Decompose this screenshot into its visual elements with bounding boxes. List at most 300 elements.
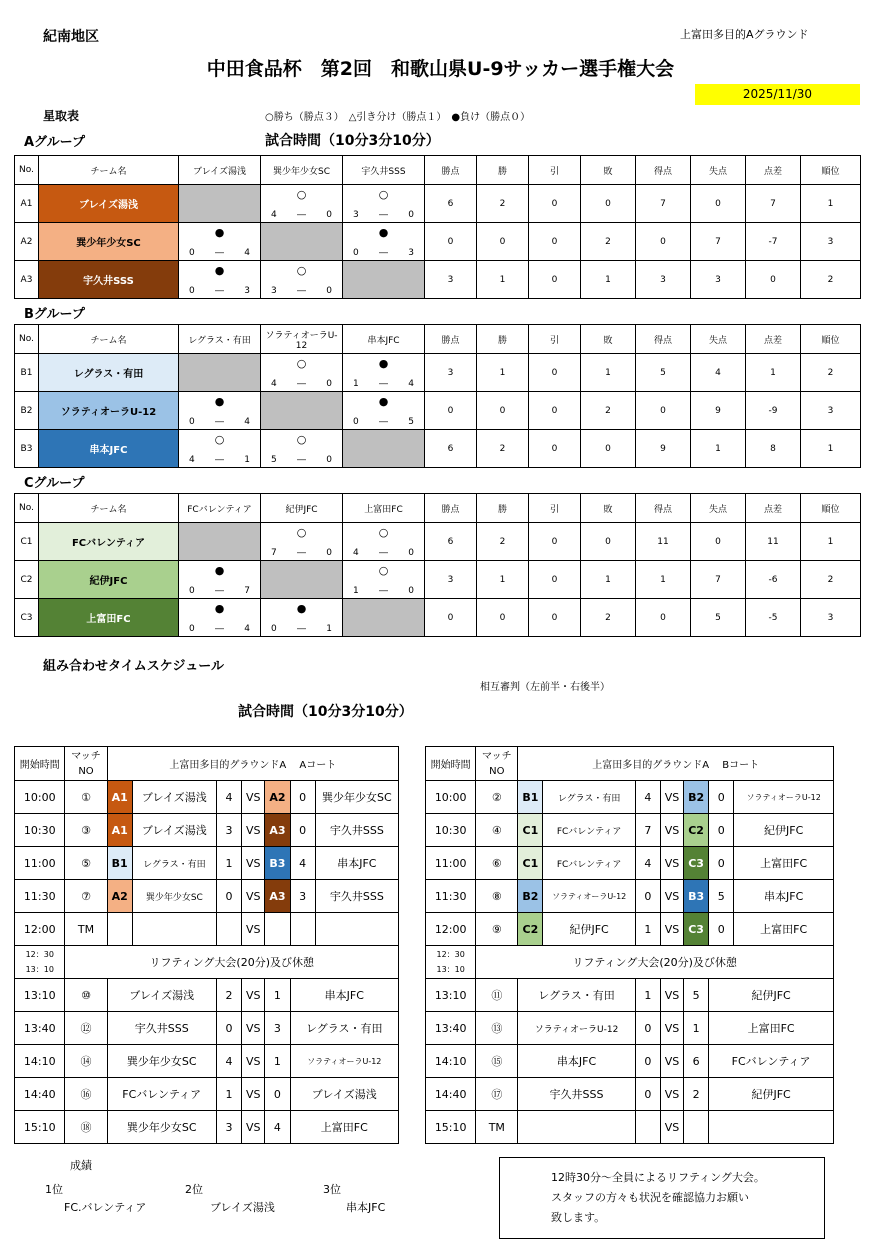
- score-against: 3: [408, 248, 414, 258]
- away-badge: B3: [684, 880, 709, 913]
- away-score: 2: [684, 1078, 709, 1111]
- result-symbol: ○: [296, 433, 307, 446]
- start-time: 14:10: [15, 1045, 65, 1078]
- away-badge: C2: [684, 814, 709, 847]
- standings-header-row: [15, 325, 861, 354]
- vs-label: VS: [242, 1111, 265, 1144]
- home-badge: A2: [107, 880, 132, 913]
- start-time: 10:30: [426, 814, 476, 847]
- court-b-schedule: [425, 746, 834, 1144]
- stat-cell: 2: [581, 599, 636, 637]
- team-name: ソラティオーラU-12: [39, 392, 179, 430]
- header-no: No.: [15, 494, 39, 523]
- lifting-note-text: 12時30分～全員によるリフティング大会。 スタッフの方々も状況を確認協力お願い 致します。: [551, 1171, 765, 1224]
- score-dash: ―: [379, 586, 388, 596]
- away-score: 0: [709, 781, 734, 814]
- away-team: [315, 913, 398, 946]
- score-dash: ―: [297, 548, 306, 558]
- score-for: 4: [353, 548, 359, 558]
- first-place-label: 1位: [45, 1183, 63, 1196]
- start-time: 12:00: [15, 913, 65, 946]
- result-score: [179, 417, 260, 427]
- break-time: 12：30 13：10: [426, 946, 476, 979]
- header-stat: 敗: [581, 156, 636, 185]
- match-no: ①: [65, 781, 107, 814]
- home-score: [635, 1111, 660, 1144]
- home-team: 巽少年少女SC: [107, 1111, 216, 1144]
- score-for: 3: [271, 286, 277, 296]
- result-score: [343, 586, 424, 596]
- stat-cell: -5: [746, 599, 801, 637]
- away-team: レグラス・有田: [290, 1012, 398, 1045]
- stat-cell: 0: [529, 392, 581, 430]
- away-score: 1: [684, 1012, 709, 1045]
- header-stat: 得点: [636, 494, 691, 523]
- match-no: ⑧: [476, 880, 518, 913]
- match-result: [179, 599, 260, 636]
- stat-cell: 2: [477, 185, 529, 223]
- stat-cell: 3: [636, 261, 691, 299]
- stat-cell: 0: [581, 430, 636, 468]
- header-stat: 得点: [636, 325, 691, 354]
- result-score: [343, 417, 424, 427]
- stat-cell: 5: [636, 354, 691, 392]
- result-symbol: ●: [378, 357, 389, 370]
- score-dash: ―: [215, 586, 224, 596]
- home-score: 0: [216, 880, 241, 913]
- schedule-row: [426, 913, 834, 946]
- match-result: [261, 430, 342, 467]
- stat-cell: 0: [477, 392, 529, 430]
- stat-cell: 2: [581, 223, 636, 261]
- header-stat: 点差: [746, 156, 801, 185]
- match-no: ⑩: [65, 979, 107, 1012]
- match-result: [261, 523, 342, 560]
- result-score: [179, 455, 260, 465]
- match-no: ⑥: [476, 847, 518, 880]
- schedule-row: [15, 847, 399, 880]
- away-score: 0: [709, 814, 734, 847]
- match-result-cell: [343, 523, 425, 561]
- standings-header-row: [15, 156, 861, 185]
- stat-cell: 6: [425, 430, 477, 468]
- away-score: 3: [290, 880, 315, 913]
- score-dash: ―: [297, 210, 306, 220]
- match-no: ⑨: [476, 913, 518, 946]
- date-badge: 2025/11/30: [695, 84, 860, 105]
- result-score: [179, 586, 260, 596]
- stat-cell: 3: [801, 223, 861, 261]
- stat-cell: 2: [477, 430, 529, 468]
- stat-cell: 1: [477, 261, 529, 299]
- away-team: ソラティオーラU-12: [734, 781, 834, 814]
- match-result-cell: [179, 561, 261, 599]
- score-against: 3: [244, 286, 250, 296]
- vs-label: VS: [242, 880, 265, 913]
- score-dash: ―: [379, 210, 388, 220]
- stat-cell: 1: [801, 430, 861, 468]
- schedule-row: [426, 1045, 834, 1078]
- second-place-label: 2位: [185, 1183, 203, 1196]
- away-score: 3: [265, 1012, 290, 1045]
- team-name: 串本JFC: [39, 430, 179, 468]
- start-time-header: 開始時間: [426, 747, 476, 781]
- score-against: 7: [244, 586, 250, 596]
- away-team: 上富田FC: [290, 1111, 398, 1144]
- match-result: [179, 392, 260, 429]
- score-dash: ―: [297, 624, 306, 634]
- team-no: B1: [15, 354, 39, 392]
- home-team: ブレイズ湯浅: [132, 781, 216, 814]
- result-score: [261, 210, 342, 220]
- self-match-cell: [179, 354, 261, 392]
- match-no: ⑬: [476, 1012, 518, 1045]
- match-result-cell: [179, 599, 261, 637]
- score-against: 0: [326, 286, 332, 296]
- stat-cell: 1: [801, 185, 861, 223]
- team-name: 紀伊JFC: [39, 561, 179, 599]
- home-team: [518, 1111, 635, 1144]
- break-text: リフティング大会(20分)及び休憩: [65, 946, 399, 979]
- result-symbol: ●: [214, 395, 225, 408]
- stat-cell: 6: [425, 185, 477, 223]
- stat-cell: 0: [529, 354, 581, 392]
- break-time: 12：30 13：10: [15, 946, 65, 979]
- page-title: 中田食品杯 第2回 和歌山県U-9サッカー選手権大会: [206, 58, 675, 80]
- team-no: B3: [15, 430, 39, 468]
- match-result-cell: [261, 599, 343, 637]
- home-badge: [107, 913, 132, 946]
- stat-cell: 0: [581, 185, 636, 223]
- away-team: 串本JFC: [290, 979, 398, 1012]
- home-team: レグラス・有田: [132, 847, 216, 880]
- vs-label: VS: [660, 880, 683, 913]
- score-against: 1: [244, 455, 250, 465]
- team-no: C2: [15, 561, 39, 599]
- score-for: 0: [189, 417, 195, 427]
- away-team: 巽少年少女SC: [315, 781, 398, 814]
- home-score: 4: [635, 847, 660, 880]
- stat-cell: 2: [801, 261, 861, 299]
- match-result: [343, 561, 424, 598]
- score-dash: ―: [215, 624, 224, 634]
- self-match-cell: [343, 430, 425, 468]
- stat-cell: 0: [529, 561, 581, 599]
- home-score: 0: [635, 880, 660, 913]
- home-score: 1: [635, 979, 660, 1012]
- header-stat: 勝点: [425, 156, 477, 185]
- stat-cell: 1: [746, 354, 801, 392]
- self-match-cell: [179, 185, 261, 223]
- stat-cell: 1: [801, 523, 861, 561]
- match-result-cell: [343, 392, 425, 430]
- result-score: [261, 455, 342, 465]
- home-team: 巽少年少女SC: [132, 880, 216, 913]
- score-against: 4: [244, 248, 250, 258]
- match-no: ②: [476, 781, 518, 814]
- home-team: ブレイズ湯浅: [107, 979, 216, 1012]
- stat-cell: 7: [691, 561, 746, 599]
- schedule-row: [15, 1045, 399, 1078]
- stat-cell: 0: [636, 223, 691, 261]
- stat-cell: 0: [691, 185, 746, 223]
- score-dash: ―: [215, 248, 224, 258]
- self-match-cell: [343, 599, 425, 637]
- start-time: 10:00: [15, 781, 65, 814]
- schedule-row: [426, 781, 834, 814]
- home-team: ソラティオーラU-12: [543, 880, 635, 913]
- team-name: FCバレンティア: [39, 523, 179, 561]
- away-team: FCバレンティア: [709, 1045, 834, 1078]
- court-a-schedule: [14, 746, 399, 1144]
- group-c-title: Cグループ: [24, 476, 85, 491]
- header-stat: 敗: [581, 494, 636, 523]
- score-for: 0: [353, 417, 359, 427]
- home-team: 紀伊JFC: [543, 913, 635, 946]
- vs-label: VS: [242, 1045, 265, 1078]
- result-symbol: ●: [214, 264, 225, 277]
- group-c-standings: [14, 493, 861, 637]
- home-team: ソラティオーラU-12: [518, 1012, 635, 1045]
- away-score: 0: [290, 781, 315, 814]
- header-no: No.: [15, 325, 39, 354]
- team-no: A2: [15, 223, 39, 261]
- result-symbol: ●: [214, 564, 225, 577]
- second-place-team: ブレイズ湯浅: [210, 1201, 275, 1214]
- standings-row: [15, 261, 861, 299]
- score-dash: ―: [379, 417, 388, 427]
- score-against: 5: [408, 417, 414, 427]
- match-no: ④: [476, 814, 518, 847]
- vs-label: VS: [660, 781, 683, 814]
- match-no: ⑭: [65, 1045, 107, 1078]
- schedule-row: [15, 1012, 399, 1045]
- match-no: TM: [65, 913, 107, 946]
- home-team: 巽少年少女SC: [107, 1045, 216, 1078]
- match-no: ⑦: [65, 880, 107, 913]
- header-stat: 勝点: [425, 494, 477, 523]
- score-against: 0: [326, 210, 332, 220]
- start-time: 11:30: [426, 880, 476, 913]
- match-no-header: マッチ NO: [476, 747, 518, 781]
- home-score: 0: [216, 1012, 241, 1045]
- match-no: TM: [476, 1111, 518, 1144]
- vs-label: VS: [660, 814, 683, 847]
- stat-cell: 0: [636, 392, 691, 430]
- score-for: 4: [271, 210, 277, 220]
- home-team: [132, 913, 216, 946]
- stat-cell: 1: [581, 354, 636, 392]
- third-place-label: 3位: [323, 1183, 341, 1196]
- match-result: [343, 523, 424, 560]
- home-team: ブレイズ湯浅: [132, 814, 216, 847]
- header-stat: 勝: [477, 325, 529, 354]
- stat-cell: 0: [746, 261, 801, 299]
- score-against: 0: [326, 379, 332, 389]
- result-symbol: ○: [378, 564, 389, 577]
- match-result-cell: [343, 354, 425, 392]
- home-team: FCバレンティア: [543, 814, 635, 847]
- header-stat: 得点: [636, 156, 691, 185]
- score-against: 4: [408, 379, 414, 389]
- stat-cell: 1: [581, 261, 636, 299]
- result-symbol: ●: [214, 602, 225, 615]
- stat-cell: 2: [477, 523, 529, 561]
- standings-row: [15, 561, 861, 599]
- standings-row: [15, 392, 861, 430]
- stat-cell: 0: [425, 223, 477, 261]
- match-no: ⑰: [476, 1078, 518, 1111]
- away-badge: B3: [265, 847, 290, 880]
- standings-row: [15, 354, 861, 392]
- score-dash: ―: [215, 417, 224, 427]
- stat-cell: 11: [746, 523, 801, 561]
- score-dash: ―: [379, 548, 388, 558]
- score-against: 1: [326, 624, 332, 634]
- result-score: [261, 624, 342, 634]
- result-symbol: ○: [378, 526, 389, 539]
- match-result: [343, 223, 424, 260]
- match-no: ⑱: [65, 1111, 107, 1144]
- away-score: [684, 1111, 709, 1144]
- away-team: 紀伊JFC: [709, 1078, 834, 1111]
- home-badge: A1: [107, 781, 132, 814]
- header-team: チーム名: [39, 494, 179, 523]
- vs-label: VS: [660, 1111, 683, 1144]
- stat-cell: 7: [746, 185, 801, 223]
- home-badge: B1: [107, 847, 132, 880]
- stat-cell: 2: [801, 561, 861, 599]
- result-score: [261, 286, 342, 296]
- start-time: 13:10: [426, 979, 476, 1012]
- header-team: チーム名: [39, 156, 179, 185]
- team-name: 上富田FC: [39, 599, 179, 637]
- away-team: 上富田FC: [734, 847, 834, 880]
- away-team: 紀伊JFC: [709, 979, 834, 1012]
- away-team: 上富田FC: [709, 1012, 834, 1045]
- header-stat: 引: [529, 325, 581, 354]
- result-symbol: ●: [378, 395, 389, 408]
- home-team: 串本JFC: [518, 1045, 635, 1078]
- result-symbol: ○: [296, 357, 307, 370]
- match-result: [343, 354, 424, 391]
- header-stat: 勝: [477, 494, 529, 523]
- stat-cell: -6: [746, 561, 801, 599]
- score-dash: ―: [379, 248, 388, 258]
- match-no: ⑫: [65, 1012, 107, 1045]
- stat-cell: 2: [581, 392, 636, 430]
- vs-label: VS: [660, 1012, 683, 1045]
- vs-label: VS: [660, 913, 683, 946]
- header-opponent: ソラティオーラU-12: [261, 325, 343, 354]
- away-badge: B2: [684, 781, 709, 814]
- vs-label: VS: [242, 1078, 265, 1111]
- away-score: 0: [709, 913, 734, 946]
- standings-row: [15, 523, 861, 561]
- away-score: 6: [684, 1045, 709, 1078]
- score-against: 0: [326, 455, 332, 465]
- vs-label: VS: [242, 781, 265, 814]
- match-result-cell: [179, 261, 261, 299]
- team-no: A3: [15, 261, 39, 299]
- stat-cell: 0: [529, 599, 581, 637]
- stat-cell: 0: [636, 599, 691, 637]
- stat-cell: 3: [425, 261, 477, 299]
- home-badge: B2: [518, 880, 543, 913]
- match-result: [261, 354, 342, 391]
- stat-cell: 1: [636, 561, 691, 599]
- home-score: 3: [216, 814, 241, 847]
- match-no: ⑯: [65, 1078, 107, 1111]
- start-time: 13:10: [15, 979, 65, 1012]
- self-match-cell: [343, 261, 425, 299]
- break-row: [15, 946, 399, 979]
- match-result: [261, 185, 342, 222]
- result-score: [261, 548, 342, 558]
- schedule-row: [426, 1078, 834, 1111]
- group-b-standings: [14, 324, 861, 468]
- start-time: 10:00: [426, 781, 476, 814]
- home-badge: B1: [518, 781, 543, 814]
- match-result-cell: [179, 430, 261, 468]
- away-team: 宇久井SSS: [315, 814, 398, 847]
- vs-label: VS: [660, 1078, 683, 1111]
- header-opponent: 串本JFC: [343, 325, 425, 354]
- team-no: B2: [15, 392, 39, 430]
- result-symbol: ○: [378, 188, 389, 201]
- header-opponent: 宇久井SSS: [343, 156, 425, 185]
- team-no: C1: [15, 523, 39, 561]
- match-result-cell: [343, 223, 425, 261]
- vs-label: VS: [242, 913, 265, 946]
- score-against: 4: [244, 417, 250, 427]
- start-time: 14:10: [426, 1045, 476, 1078]
- schedule-header-row: [426, 747, 834, 781]
- home-team: レグラス・有田: [543, 781, 635, 814]
- home-score: 0: [635, 1045, 660, 1078]
- stat-cell: 0: [477, 599, 529, 637]
- score-for: 7: [271, 548, 277, 558]
- away-badge: A3: [265, 814, 290, 847]
- header-stat: 勝: [477, 156, 529, 185]
- vs-label: VS: [242, 1012, 265, 1045]
- stat-cell: 0: [477, 223, 529, 261]
- schedule-title: 組み合わせタイムスケジュール: [43, 659, 224, 674]
- match-time-top: 試合時間（10分3分10分）: [265, 133, 440, 149]
- stat-cell: 1: [691, 430, 746, 468]
- schedule-row: [426, 1111, 834, 1144]
- home-score: 3: [216, 1111, 241, 1144]
- header-stat: 引: [529, 156, 581, 185]
- away-badge: A3: [265, 880, 290, 913]
- stat-cell: 0: [529, 223, 581, 261]
- header-stat: 順位: [801, 325, 861, 354]
- match-result-cell: [179, 223, 261, 261]
- stat-cell: 0: [425, 599, 477, 637]
- start-time: 14:40: [15, 1078, 65, 1111]
- region-label: 紀南地区: [43, 29, 99, 45]
- self-match-cell: [179, 523, 261, 561]
- away-team: 串本JFC: [734, 880, 834, 913]
- self-match-cell: [261, 561, 343, 599]
- lifting-note: [499, 1157, 825, 1239]
- away-score: 0: [290, 814, 315, 847]
- stat-cell: 4: [691, 354, 746, 392]
- score-dash: ―: [297, 379, 306, 389]
- result-symbol: ●: [214, 226, 225, 239]
- schedule-row: [15, 913, 399, 946]
- stat-cell: 8: [746, 430, 801, 468]
